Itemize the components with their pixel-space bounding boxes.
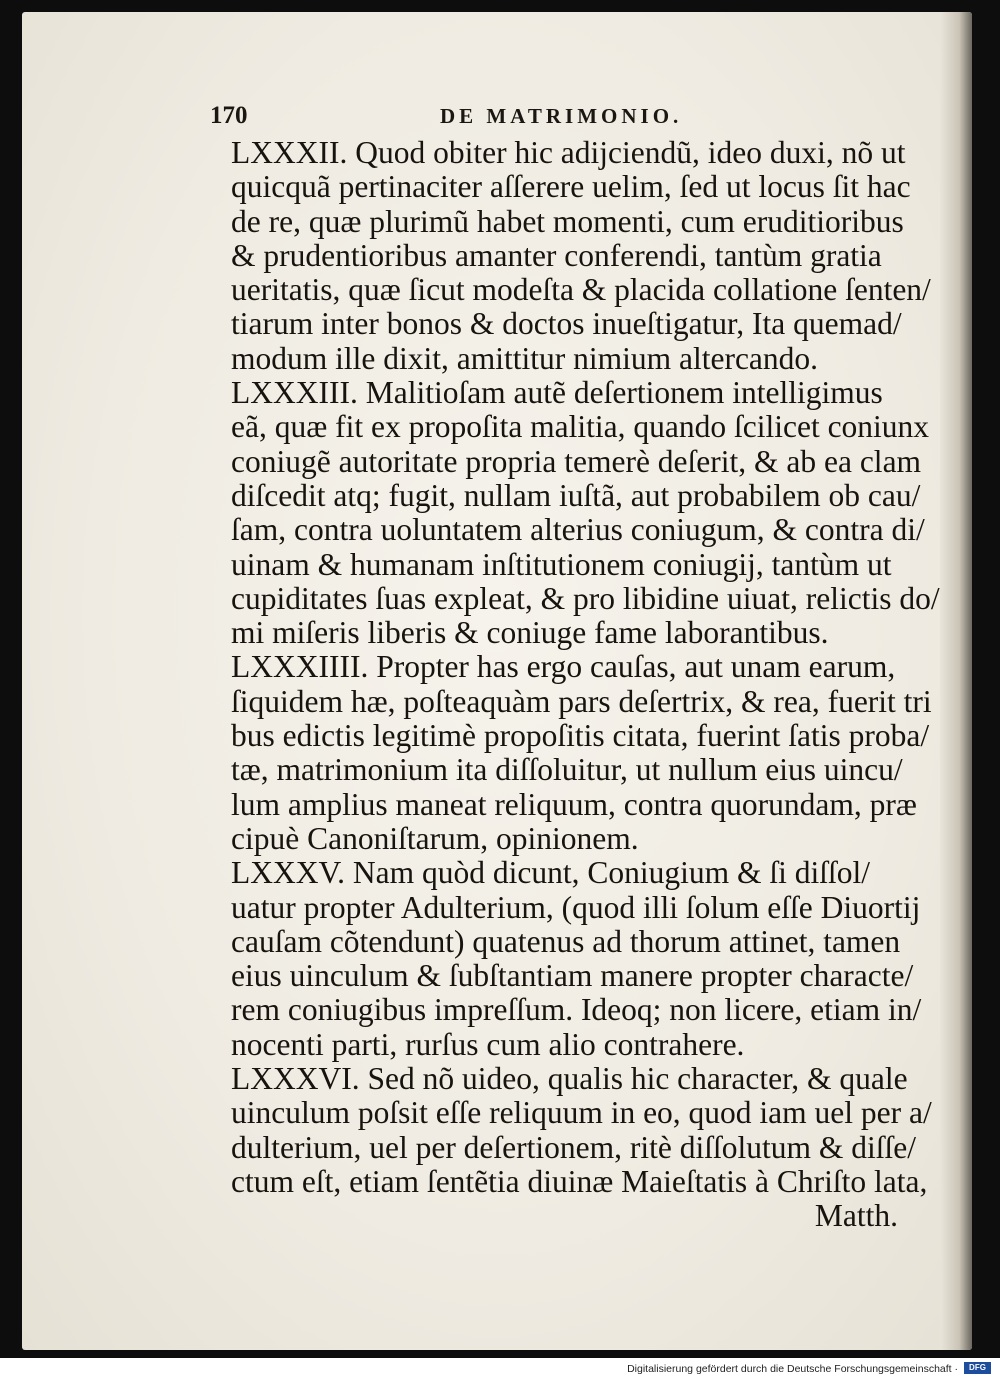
page-gutter-shadow [940, 12, 972, 1350]
text-line: LXXXVI. Sed nõ uideo, qualis hic character, & quale [231, 1061, 908, 1097]
text-line: ſiquidem hæ, poſteaquàm pars deſertrix, & rea, fuerit tri [231, 683, 932, 719]
text-line: de re, quæ plurimũ habet momenti, cum eruditioribus [231, 203, 904, 239]
text-line: LXXXIIII. Propter has ergo cauſas, aut unam earum, [231, 649, 896, 685]
body-text [231, 135, 940, 1234]
catchword: Matth. [814, 1198, 898, 1234]
text-line: LXXXII. Quod obiter hic adijciendũ, ideo duxi, nõ ut [231, 135, 906, 170]
text-line: dulterium, uel per deſertionem, ritè diſſolutum & diſſe/ [231, 1129, 916, 1165]
text-line: modum ille dixit, amittitur nimium altercando. [231, 340, 819, 376]
text-line: & prudentioribus amanter conferendi, tantùm gratia [231, 237, 882, 273]
text-line: mi miſeris liberis & coniuge fame laborantibus. [231, 615, 829, 651]
text-line: diſcedit atq; fugit, nullam iuſtã, aut probabilem ob cau/ [231, 477, 921, 513]
page-number: 170 [210, 102, 248, 129]
text-line: cauſam cõtendunt) quatenus ad thorum attinet, tamen [231, 923, 901, 959]
text-line: LXXXV. Nam quòd dicunt, Coniugium & ſi diſſol/ [231, 855, 871, 891]
text-line: coniugẽ autoritate propria temerè deſerit, & ab ea clam [231, 443, 922, 479]
text-line: tæ, matrimonium ita diſſoluitur, ut nullum eius uincu/ [231, 752, 903, 788]
text-line: eius uinculum & ſubſtantiam manere propter characte/ [231, 958, 914, 994]
text-line: ſam, contra uoluntatem alterius coniugum, & contra di/ [231, 512, 925, 548]
text-line: uinculum poſsit eſſe reliquum in eo, quod iam uel per a/ [231, 1095, 932, 1131]
text-line: LXXXIII. Malitioſam autẽ deſertionem intelligimus [231, 375, 883, 411]
page-header [210, 102, 780, 132]
running-head: DE MATRIMONIO. [440, 104, 683, 128]
text-line: cipuè Canoniſtarum, opinionem. [231, 820, 639, 856]
digitization-footer [0, 1358, 1000, 1379]
text-line: bus edictis legitimè propoſitis citata, fuerint ſatis proba/ [231, 718, 930, 754]
text-line: tiarum inter bonos & doctos inueſtigatur, Ita quemad/ [231, 306, 902, 342]
text-line: ctum eſt, etiam ſentẽtia diuinæ Maieſtatis à Chriſto lata, [231, 1163, 928, 1199]
funding-credit: Digitalisierung gefördert durch die Deutsche Forschungsgemeinschaft · [627, 1363, 958, 1375]
text-line: nocenti parti, rurſus cum alio contrahere. [231, 1026, 745, 1062]
text-line: uatur propter Adulterium, (quod illi ſolum eſſe Diuortij [231, 889, 921, 925]
text-line: ueritatis, quæ ſicut modeſta & placida collatione ſenten/ [231, 272, 931, 308]
text-line: cupiditates ſuas expleat, & pro libidine uiuat, relictis do/ [231, 580, 940, 616]
dfg-logo: DFG [964, 1362, 991, 1374]
text-line: uinam & humanam inſtitutionem coniugij, tantùm ut [231, 546, 892, 582]
text-line: lum amplius maneat reliquum, contra quorundam, præ [231, 786, 917, 822]
text-line: quicquã pertinaciter aſſerere uelim, ſed ut locus ſit hac [231, 169, 911, 205]
text-line: rem coniugibus impreſſum. Ideoq; non licere, etiam in/ [231, 992, 922, 1028]
text-line: eã, quæ fit ex propoſita malitia, quando ſcilicet coniunx [231, 409, 930, 445]
